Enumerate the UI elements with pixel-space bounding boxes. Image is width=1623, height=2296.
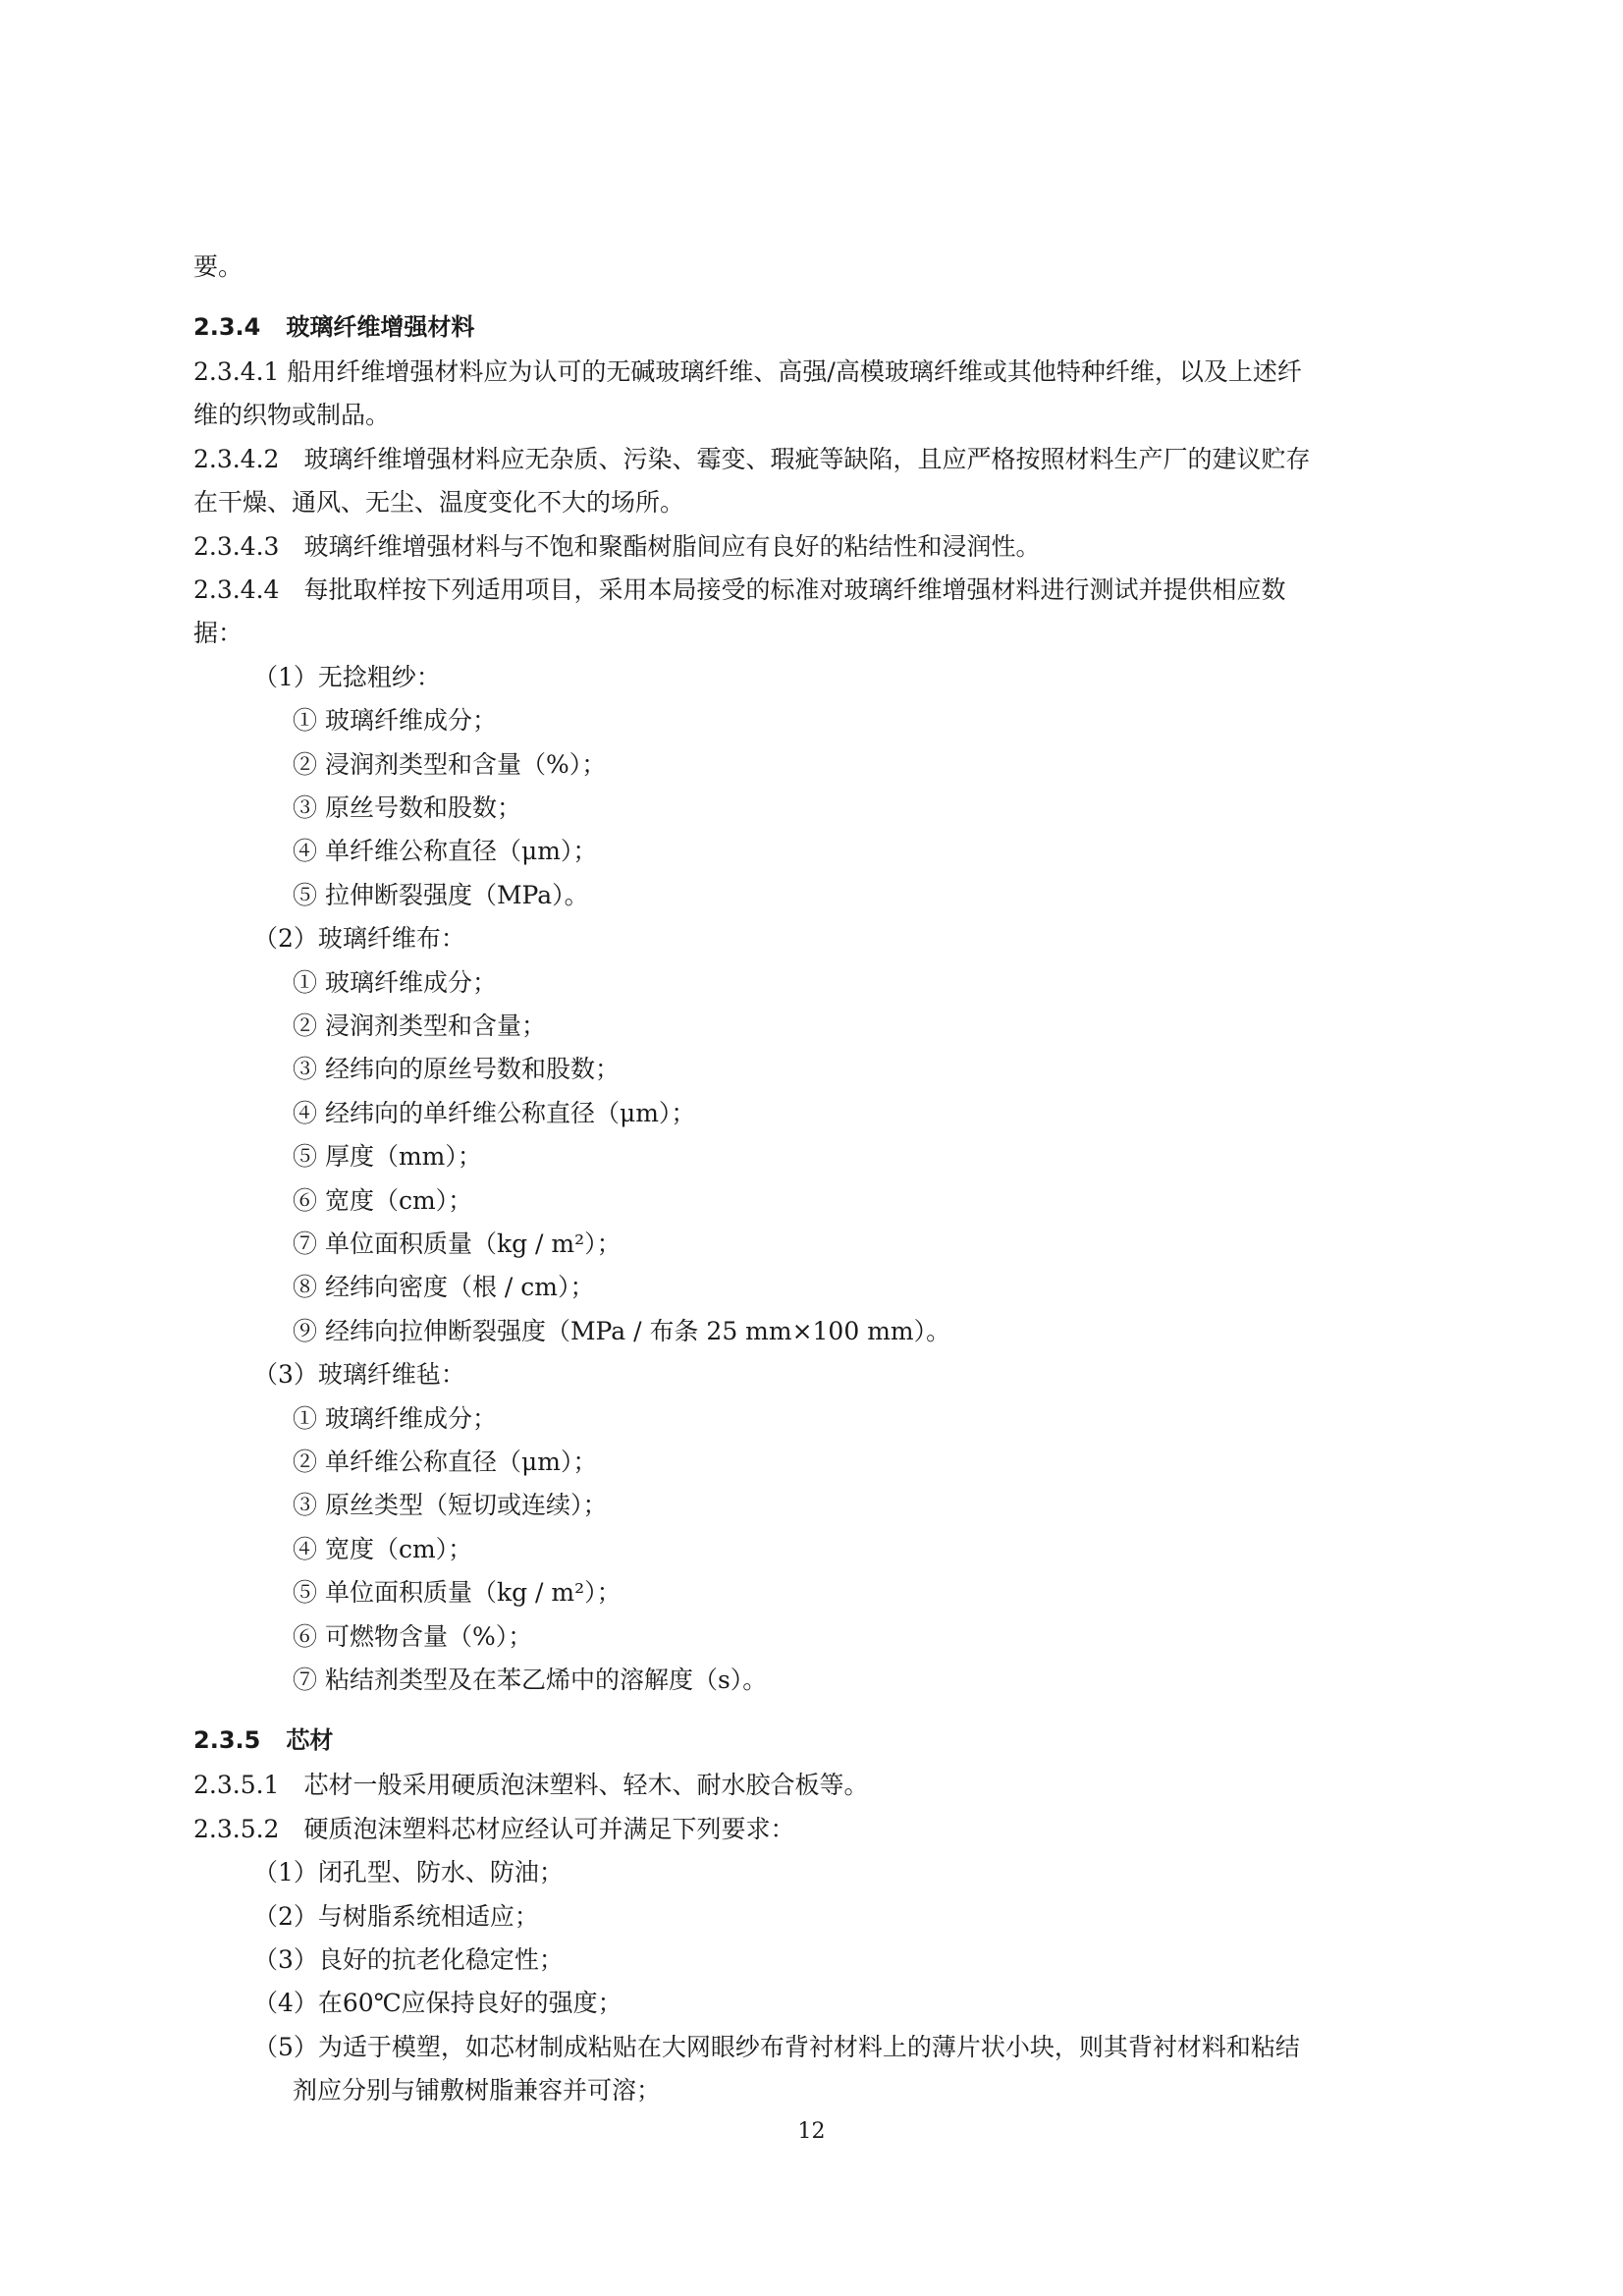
group-label-cloth: （2）玻璃纤维布： — [253, 924, 465, 953]
section-title: 芯材 — [286, 1726, 334, 1754]
para-2-3-4-4-line2: 据： — [193, 619, 243, 647]
group-label-roving: （1）无捻粗纱： — [253, 663, 441, 691]
para-2-3-4-1-line2: 维的织物或制品。 — [193, 401, 391, 429]
list-item: ③ 原丝号数和股数； — [293, 793, 521, 822]
list-item: ⑤ 拉伸断裂强度（MPa）。 — [293, 881, 589, 909]
list-item: （4）在60℃应保持良好的强度； — [253, 1989, 622, 2017]
list-item: ⑥ 可燃物含量（%）； — [293, 1622, 533, 1651]
para-2-3-4-1-line1: 2.3.4.1 船用纤维增强材料应为认可的无碱玻璃纤维、高强/高模玻璃纤维或其他特种纤维，以及上述纤 — [193, 357, 1302, 386]
list-item: ① 玻璃纤维成分； — [293, 706, 497, 735]
list-item: ① 玻璃纤维成分； — [293, 968, 497, 997]
list-item: ④ 宽度（cm）； — [293, 1535, 473, 1563]
para-2-3-5-2: 2.3.5.2 硬质泡沫塑料芯材应经认可并满足下列要求： — [193, 1815, 795, 1843]
list-item: ④ 单纤维公称直径（μm）； — [293, 837, 598, 865]
list-item: （1）闭孔型、防水、防油； — [253, 1858, 564, 1886]
list-item: ⑦ 单位面积质量（kg / m²）； — [293, 1230, 622, 1258]
list-item: ⑦ 粘结剂类型及在苯乙烯中的溶解度（s）。 — [293, 1666, 768, 1694]
list-item: ③ 经纬向的原丝号数和股数； — [293, 1055, 620, 1083]
para-2-3-4-2-line1: 2.3.4.2 玻璃纤维增强材料应无杂质、污染、霉变、瑕疵等缺陷，且应严格按照材料生产厂的建议贮存 — [193, 445, 1311, 473]
list-item-continuation: 剂应分别与铺敷树脂兼容并可溶； — [293, 2076, 662, 2105]
section-heading-2-3-5 — [193, 1719, 1476, 1762]
list-item: ⑨ 经纬向拉伸断裂强度（MPa / 布条 25 mm×100 mm）。 — [293, 1317, 951, 1345]
list-item: ⑤ 单位面积质量（kg / m²）； — [293, 1578, 622, 1607]
section-heading-2-3-4 — [193, 305, 1476, 349]
section-number: 2.3.5 — [193, 1726, 261, 1754]
list-item: ② 单纤维公称直径（μm）； — [293, 1448, 598, 1476]
list-item: ② 浸润剂类型和含量； — [293, 1011, 546, 1040]
list-item: （5）为适于模塑，如芯材制成粘贴在大网眼纱布背衬材料上的薄片状小块，则其背衬材料和粘结 — [253, 2033, 1300, 2061]
carry-over-text: 要。 — [193, 252, 243, 281]
para-2-3-4-2-line2: 在干燥、通风、无尘、温度变化不大的场所。 — [193, 488, 685, 517]
para-2-3-5-1: 2.3.5.1 芯材一般采用硬质泡沫塑料、轻木、耐水胶合板等。 — [193, 1771, 869, 1799]
list-item: ⑤ 厚度（mm）； — [293, 1142, 482, 1171]
list-item: （3）良好的抗老化稳定性； — [253, 1945, 564, 1974]
para-2-3-4-3: 2.3.4.3 玻璃纤维增强材料与不饱和聚酯树脂间应有良好的粘结性和浸润性。 — [193, 532, 1041, 561]
page-number: 12 — [797, 2119, 826, 2144]
section-title: 玻璃纤维增强材料 — [286, 313, 475, 341]
list-item: ④ 经纬向的单纤维公称直径（μm）； — [293, 1099, 696, 1127]
list-item: ⑥ 宽度（cm）； — [293, 1186, 473, 1215]
list-item: ② 浸润剂类型和含量（%）； — [293, 750, 607, 779]
group-label-mat: （3）玻璃纤维毡： — [253, 1360, 465, 1389]
list-item: （2）与树脂系统相适应； — [253, 1902, 539, 1931]
para-2-3-4-4-line1: 2.3.4.4 每批取样按下列适用项目，采用本局接受的标准对玻璃纤维增强材料进行测试并提供相应数 — [193, 575, 1286, 604]
list-item: ③ 原丝类型（短切或连续）； — [293, 1491, 608, 1519]
section-number: 2.3.4 — [193, 313, 261, 341]
list-item: ⑧ 经纬向密度（根 / cm）； — [293, 1273, 595, 1301]
list-item: ① 玻璃纤维成分； — [293, 1404, 497, 1433]
